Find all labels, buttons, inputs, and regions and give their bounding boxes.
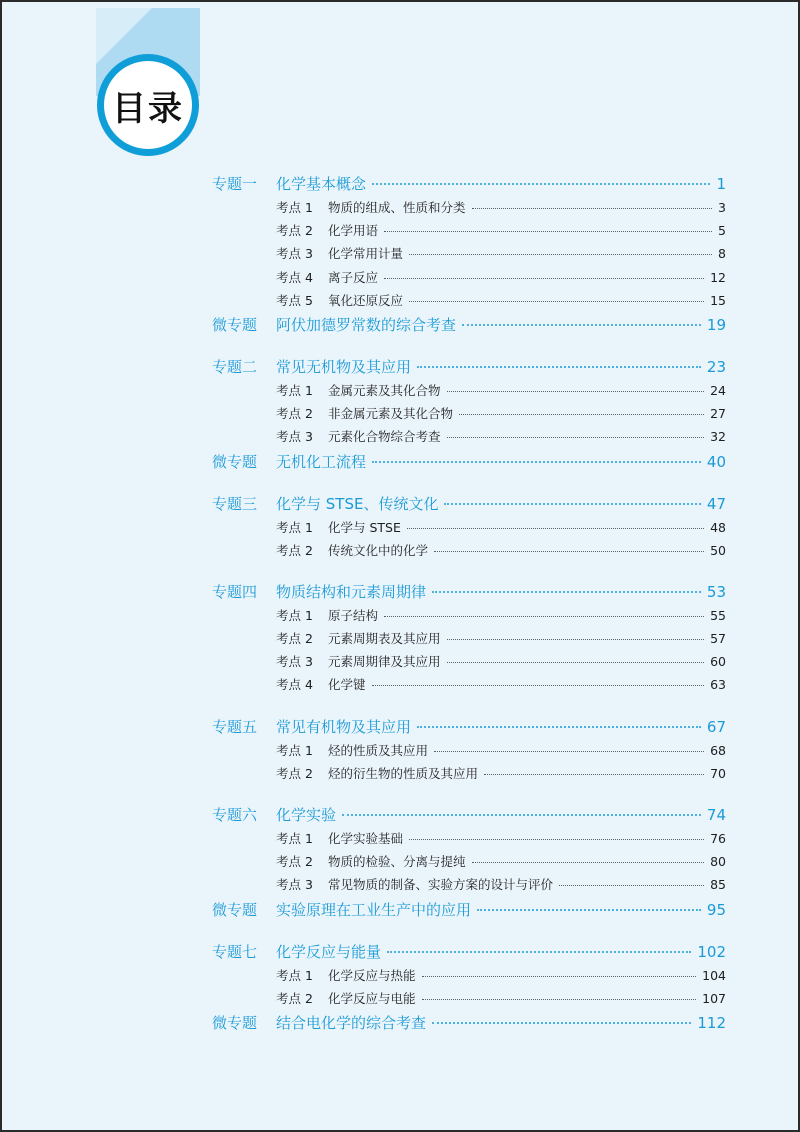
dot-leader — [434, 551, 704, 552]
page-number: 40 — [706, 452, 726, 471]
page-number: 104 — [702, 967, 726, 983]
dot-leader — [447, 391, 705, 392]
toc-item-row[interactable] — [212, 741, 726, 764]
page-number: 63 — [710, 677, 726, 693]
dot-leader — [422, 976, 697, 977]
page-number: 23 — [706, 357, 726, 376]
toc-item-row[interactable] — [212, 875, 726, 898]
item-label: 考点 2 — [276, 990, 313, 1006]
dot-leader — [409, 839, 704, 840]
section-title: 无机化工流程 — [276, 452, 367, 471]
dot-leader — [432, 1022, 691, 1024]
item-label: 考点 2 — [276, 854, 313, 870]
item-title: 元素化合物综合考查 — [328, 429, 441, 445]
page-number: 15 — [710, 292, 726, 308]
item-label: 考点 2 — [276, 406, 313, 422]
dot-leader — [484, 774, 704, 775]
section-title: 实验原理在工业生产中的应用 — [276, 900, 472, 919]
page-number: 48 — [710, 519, 726, 535]
section-label: 微专题 — [212, 900, 258, 919]
dot-leader — [372, 183, 710, 185]
section-label: 专题五 — [212, 717, 258, 736]
item-title: 传统文化中的化学 — [328, 542, 429, 558]
toc-item-row[interactable] — [212, 852, 726, 875]
dot-leader — [559, 885, 704, 886]
toc-item-row[interactable] — [212, 652, 726, 675]
dot-leader — [372, 685, 705, 686]
section-title: 化学基本概念 — [276, 175, 367, 193]
page-number: 3 — [718, 200, 726, 215]
toc-item-row[interactable] — [212, 989, 726, 1012]
dot-leader — [447, 639, 705, 640]
page-number: 60 — [710, 654, 726, 670]
section-title: 常见有机物及其应用 — [276, 717, 412, 736]
item-title: 非金属元素及其化合物 — [328, 406, 454, 422]
dot-leader — [447, 437, 705, 438]
toc-item-row[interactable] — [212, 291, 726, 314]
item-title: 氧化还原反应 — [328, 292, 404, 308]
dot-leader — [462, 324, 701, 326]
dot-leader — [409, 301, 704, 302]
page-number: 1 — [716, 175, 726, 193]
item-label: 考点 2 — [276, 631, 313, 647]
page-number: 112 — [697, 1013, 726, 1032]
dot-leader — [342, 814, 701, 816]
toc-section-row[interactable] — [212, 716, 726, 741]
section-title: 化学实验 — [276, 806, 337, 824]
section-label: 专题二 — [212, 357, 258, 376]
page-number: 53 — [706, 582, 726, 601]
item-title: 烃的性质及其应用 — [328, 742, 429, 758]
toc-section-row[interactable] — [212, 1012, 726, 1037]
item-title: 元素周期表及其应用 — [328, 631, 441, 647]
dot-leader — [434, 751, 704, 752]
toc-item-row[interactable] — [212, 518, 726, 541]
page-number: 24 — [710, 382, 726, 398]
item-title: 烃的衍生物的性质及其应用 — [328, 765, 479, 781]
page-number: 57 — [710, 631, 726, 647]
toc-item-row[interactable] — [212, 966, 726, 989]
item-label: 考点 2 — [276, 542, 313, 558]
heading-badge — [97, 54, 199, 156]
toc-section-row[interactable] — [212, 493, 726, 518]
toc-item-row[interactable] — [212, 221, 726, 244]
dot-leader — [459, 414, 704, 415]
section-label: 微专题 — [212, 1013, 258, 1032]
item-title: 物质的组成、性质和分类 — [328, 200, 466, 215]
section-label: 微专题 — [212, 315, 258, 334]
item-title: 化学实验基础 — [328, 831, 404, 846]
item-title: 化学与 STSE — [328, 519, 401, 535]
toc-section-row[interactable] — [212, 941, 726, 966]
section-title: 阿伏加德罗常数的综合考查 — [276, 315, 457, 334]
item-label: 考点 2 — [276, 223, 313, 239]
page-number: 55 — [710, 607, 726, 623]
section-title: 物质结构和元素周期律 — [276, 582, 427, 601]
page-number: 102 — [697, 942, 726, 961]
section-label: 微专题 — [212, 452, 258, 471]
dot-leader — [417, 366, 701, 368]
item-title: 常见物质的制备、实验方案的设计与评价 — [328, 877, 554, 893]
toc-item-row[interactable] — [212, 198, 726, 221]
item-label: 考点 1 — [276, 831, 313, 846]
dot-leader — [384, 616, 704, 617]
item-label: 考点 4 — [276, 677, 313, 693]
section-label: 专题四 — [212, 582, 258, 601]
item-label: 考点 3 — [276, 877, 313, 893]
toc-item-row[interactable] — [212, 244, 726, 267]
item-label: 考点 4 — [276, 269, 313, 285]
item-title: 元素周期律及其应用 — [328, 654, 441, 670]
dot-leader — [407, 528, 704, 529]
section-label: 专题六 — [212, 806, 258, 824]
page-number: 8 — [718, 246, 726, 262]
page-number: 12 — [710, 269, 726, 285]
page-number: 50 — [710, 542, 726, 558]
item-title: 化学键 — [328, 677, 366, 693]
page-number: 68 — [710, 742, 726, 758]
item-label: 考点 3 — [276, 654, 313, 670]
page-number: 80 — [710, 854, 726, 870]
dot-leader — [477, 909, 701, 911]
toc-item-row[interactable] — [212, 675, 726, 698]
toc-section-row[interactable] — [212, 314, 726, 339]
item-title: 化学反应与热能 — [328, 967, 416, 983]
page-number: 27 — [710, 406, 726, 422]
page-number: 70 — [710, 765, 726, 781]
page-number: 74 — [706, 806, 726, 824]
item-label: 考点 5 — [276, 292, 313, 308]
page-number: 32 — [710, 429, 726, 445]
dot-leader — [472, 862, 705, 863]
item-label: 考点 1 — [276, 607, 313, 623]
item-title: 物质的检验、分离与提纯 — [328, 854, 466, 870]
section-title: 化学与 STSE、传统文化 — [276, 494, 439, 513]
item-label: 考点 1 — [276, 519, 313, 535]
page-number: 85 — [710, 877, 726, 893]
section-title: 化学反应与能量 — [276, 942, 382, 961]
toc-item-row[interactable] — [212, 541, 726, 564]
item-label: 考点 3 — [276, 246, 313, 262]
dot-leader — [387, 951, 691, 953]
dot-leader — [417, 726, 701, 728]
dot-leader — [409, 254, 712, 255]
heading-badge-inner — [104, 61, 192, 149]
item-label: 考点 1 — [276, 967, 313, 983]
dot-leader — [384, 278, 704, 279]
item-title: 化学反应与电能 — [328, 990, 416, 1006]
page-number: 107 — [702, 990, 726, 1006]
item-title: 原子结构 — [328, 607, 379, 623]
dot-leader — [472, 208, 713, 209]
dot-leader — [432, 591, 701, 593]
toc-item-row[interactable] — [212, 829, 726, 852]
toc-item-row[interactable] — [212, 381, 726, 404]
page-number: 76 — [710, 831, 726, 846]
item-title: 化学用语 — [328, 223, 379, 239]
page-number: 19 — [706, 315, 726, 334]
dot-leader — [447, 662, 705, 663]
page-number: 47 — [706, 494, 726, 513]
table-of-contents — [212, 173, 726, 1037]
toc-section-row[interactable] — [212, 899, 726, 924]
toc-item-row[interactable] — [212, 268, 726, 291]
toc-section-row[interactable] — [212, 804, 726, 829]
section-label: 专题三 — [212, 494, 258, 513]
item-label: 考点 1 — [276, 382, 313, 398]
dot-leader — [384, 231, 712, 232]
toc-section-row[interactable] — [212, 173, 726, 198]
page-number: 5 — [718, 223, 726, 239]
dot-leader — [372, 461, 701, 463]
item-title: 化学常用计量 — [328, 246, 404, 262]
dot-leader — [444, 503, 700, 505]
toc-item-row[interactable] — [212, 427, 726, 450]
page-number: 95 — [706, 900, 726, 919]
section-label: 专题七 — [212, 942, 258, 961]
toc-item-row[interactable] — [212, 606, 726, 629]
item-title: 离子反应 — [328, 269, 379, 285]
dot-leader — [422, 999, 697, 1000]
page-number: 67 — [706, 717, 726, 736]
section-label: 专题一 — [212, 175, 258, 193]
item-label: 考点 1 — [276, 200, 313, 215]
item-label: 考点 3 — [276, 429, 313, 445]
item-title: 金属元素及其化合物 — [328, 382, 441, 398]
toc-item-row[interactable] — [212, 404, 726, 427]
toc-section-row[interactable] — [212, 451, 726, 476]
section-title: 常见无机物及其应用 — [276, 357, 412, 376]
toc-item-row[interactable] — [212, 764, 726, 787]
section-title: 结合电化学的综合考查 — [276, 1013, 427, 1032]
toc-item-row[interactable] — [212, 629, 726, 652]
item-label: 考点 1 — [276, 742, 313, 758]
page-title: 目录 — [112, 88, 184, 129]
toc-section-row[interactable] — [212, 581, 726, 606]
toc-section-row[interactable] — [212, 356, 726, 381]
item-label: 考点 2 — [276, 765, 313, 781]
